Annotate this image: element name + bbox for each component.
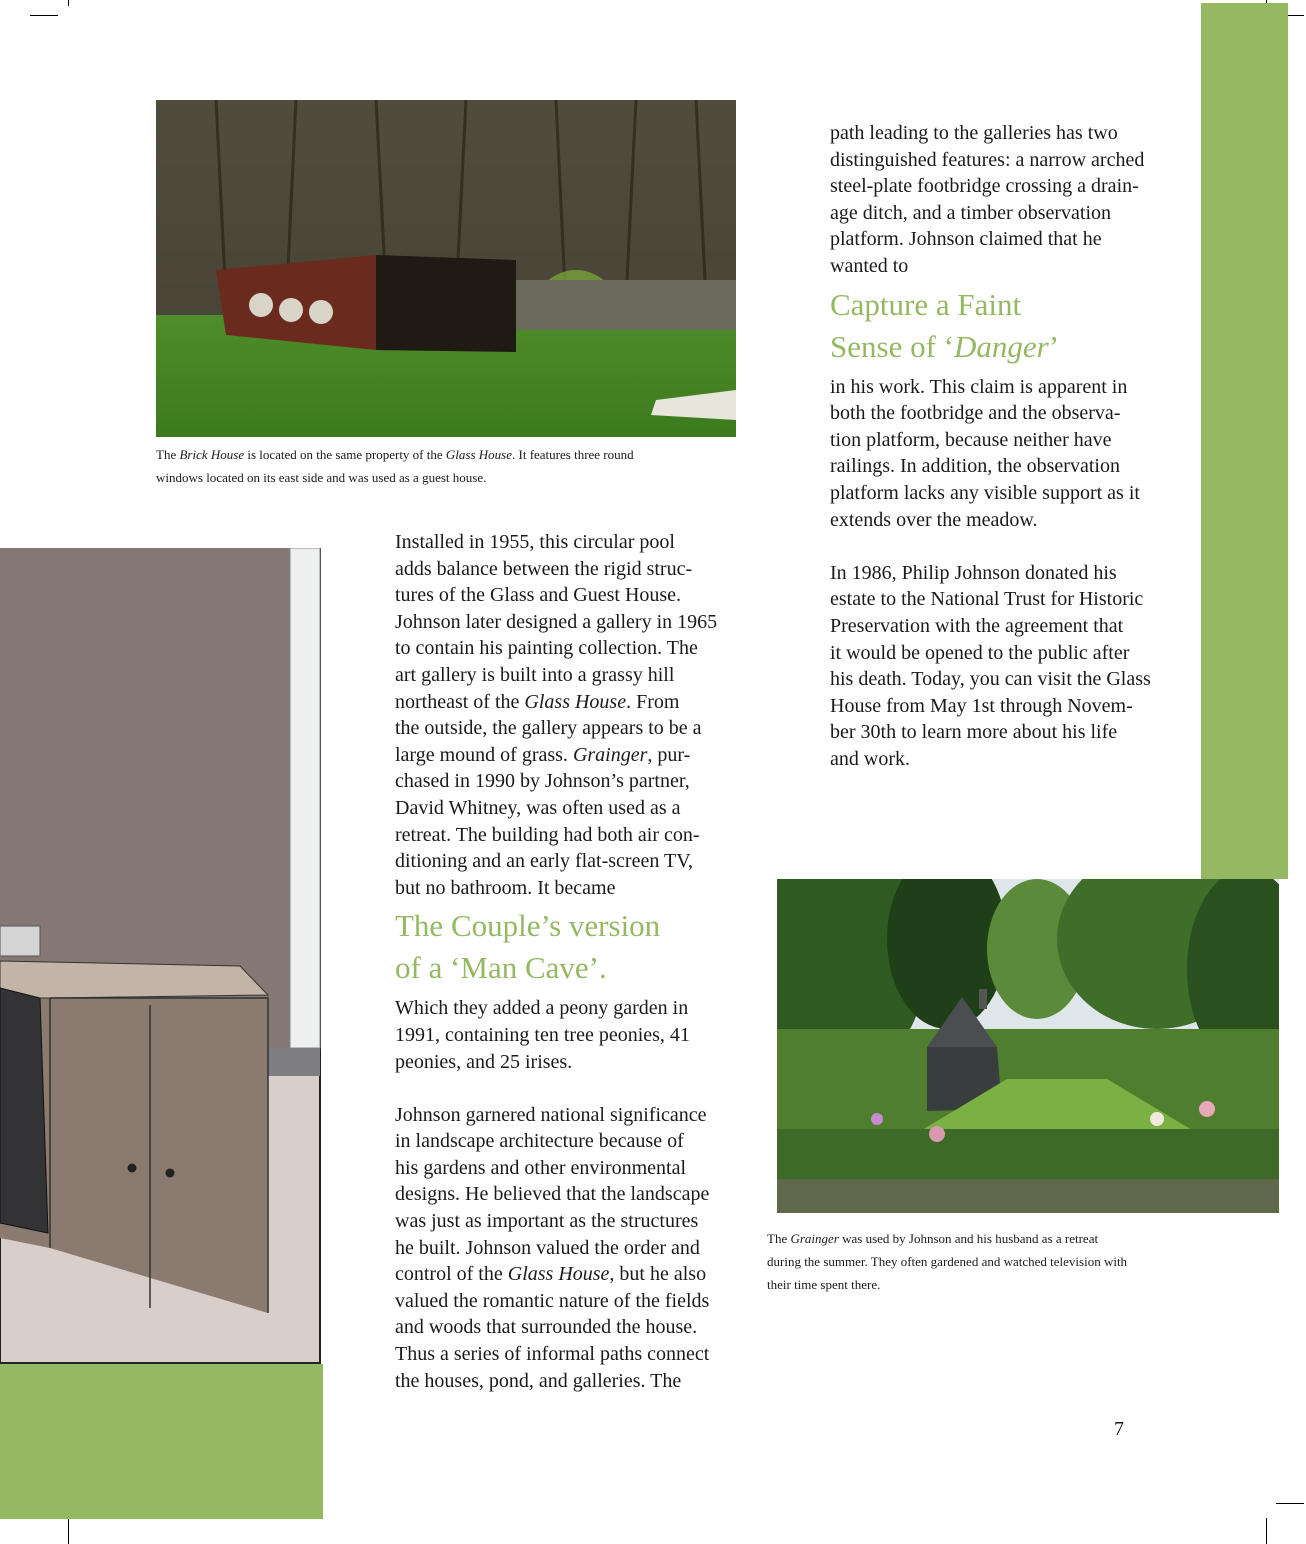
text-line: in his work. This claim is apparent in (830, 375, 1128, 398)
crop-mark (30, 15, 58, 16)
text-line: in landscape architecture because of (395, 1130, 684, 1153)
text-line: Thus a series of informal paths connect (395, 1343, 710, 1366)
right-text-column (830, 120, 1151, 772)
text-line: retreat. The building had both air con- (395, 823, 700, 846)
text-line: the outside, the gallery appears to be a (395, 717, 702, 740)
caption-line: The Brick House is located on the same property of the Glass House. It features three round (156, 447, 634, 462)
middle-text-column (395, 529, 717, 1394)
caption-line: The Grainger was used by Johnson and his husband as a retreat (767, 1231, 1099, 1246)
text-line: platform. Johnson claimed that he (830, 228, 1102, 251)
text-line: extends over the meadow. (830, 508, 1038, 531)
text-line: estate to the National Trust for Historic (830, 588, 1144, 611)
text-line: David Whitney, was often used as a (395, 796, 681, 819)
text-line: tures of the Glass and Guest House. (395, 584, 682, 607)
text-line: 1991, containing ten tree peonies, 41 (395, 1023, 690, 1046)
crop-mark (68, 0, 69, 6)
text-line: his gardens and other environmental (395, 1156, 687, 1179)
text-line: his death. Today, you can visit the Glass (830, 668, 1151, 691)
caption-line: during the summer. They often gardened and watched television with (767, 1254, 1128, 1269)
crop-mark (1276, 1503, 1304, 1504)
text-line: Johnson later designed a gallery in 1965 (395, 610, 718, 633)
grainger-photo (777, 879, 1279, 1213)
text-line: House from May 1st through Novem- (830, 694, 1133, 717)
brick-house-photo (156, 100, 736, 437)
text-line: peonies, and 25 irises. (395, 1050, 573, 1073)
text-line: to contain his painting collection. The (395, 637, 698, 660)
page-number: 7 (1114, 1418, 1124, 1440)
text-line: both the footbridge and the observa- (830, 402, 1121, 425)
text-line: ditioning and an early flat-screen TV, (395, 850, 694, 873)
grainger-caption (767, 1227, 1127, 1296)
text-line: designs. He believed that the landscape (395, 1183, 710, 1206)
text-line: tion platform, because neither have (830, 428, 1112, 451)
interior-illustration (0, 548, 325, 1368)
danger-heading: Capture a Faint Sense of ‘Danger’ (830, 286, 1060, 364)
text-line: art gallery is built into a grassy hill (395, 663, 675, 686)
text-line: valued the romantic nature of the fields (395, 1289, 710, 1312)
text-line: control of the Glass House, but he also (395, 1263, 707, 1286)
text-line: Which they added a peony garden in (395, 997, 689, 1020)
text-line: steel-plate footbridge crossing a drain- (830, 175, 1139, 198)
text-line: chased in 1990 by Johnson’s partner, (395, 770, 690, 793)
text-line: and woods that surrounded the house. (395, 1316, 698, 1339)
caption-line: windows located on its east side and was used as a guest house. (156, 470, 487, 485)
text-line: he built. Johnson valued the order and (395, 1236, 700, 1259)
text-line: railings. In addition, the observation (830, 455, 1120, 478)
text-line: path leading to the galleries has two (830, 122, 1118, 144)
text-line: Johnson garnered national significance (395, 1103, 707, 1126)
man-cave-heading: The Couple’s version of a ‘Man Cave’. (395, 908, 661, 986)
crop-mark (1266, 1518, 1267, 1544)
text-line: it would be opened to the public after (830, 641, 1130, 664)
text-line: age ditch, and a timber observation (830, 201, 1112, 224)
text-line: was just as important as the structures (395, 1210, 699, 1233)
brick-house-caption (156, 443, 634, 489)
text-line: the houses, pond, and galleries. The (395, 1369, 682, 1392)
text-line: adds balance between the rigid struc- (395, 557, 693, 580)
text-line: In 1986, Philip Johnson donated his (830, 561, 1117, 584)
text-line: ber 30th to learn more about his life (830, 721, 1118, 744)
text-line: large mound of grass. Grainger, pur- (395, 743, 691, 766)
text-line: platform lacks any visible support as it (830, 481, 1140, 504)
green-corner-block (0, 1364, 323, 1519)
text-line: Preservation with the agreement that (830, 614, 1124, 637)
text-line: distinguished features: a narrow arched (830, 148, 1145, 171)
text-line: and work. (830, 747, 910, 770)
text-line: northeast of the Glass House. From (395, 690, 680, 713)
caption-line: their time spent there. (767, 1277, 881, 1292)
text-line: wanted to (830, 254, 909, 277)
green-sidebar-block (1201, 3, 1288, 879)
text-line: Installed in 1955, this circular pool (395, 531, 675, 553)
crop-mark (68, 1518, 69, 1544)
text-line: but no bathroom. It became (395, 876, 616, 899)
